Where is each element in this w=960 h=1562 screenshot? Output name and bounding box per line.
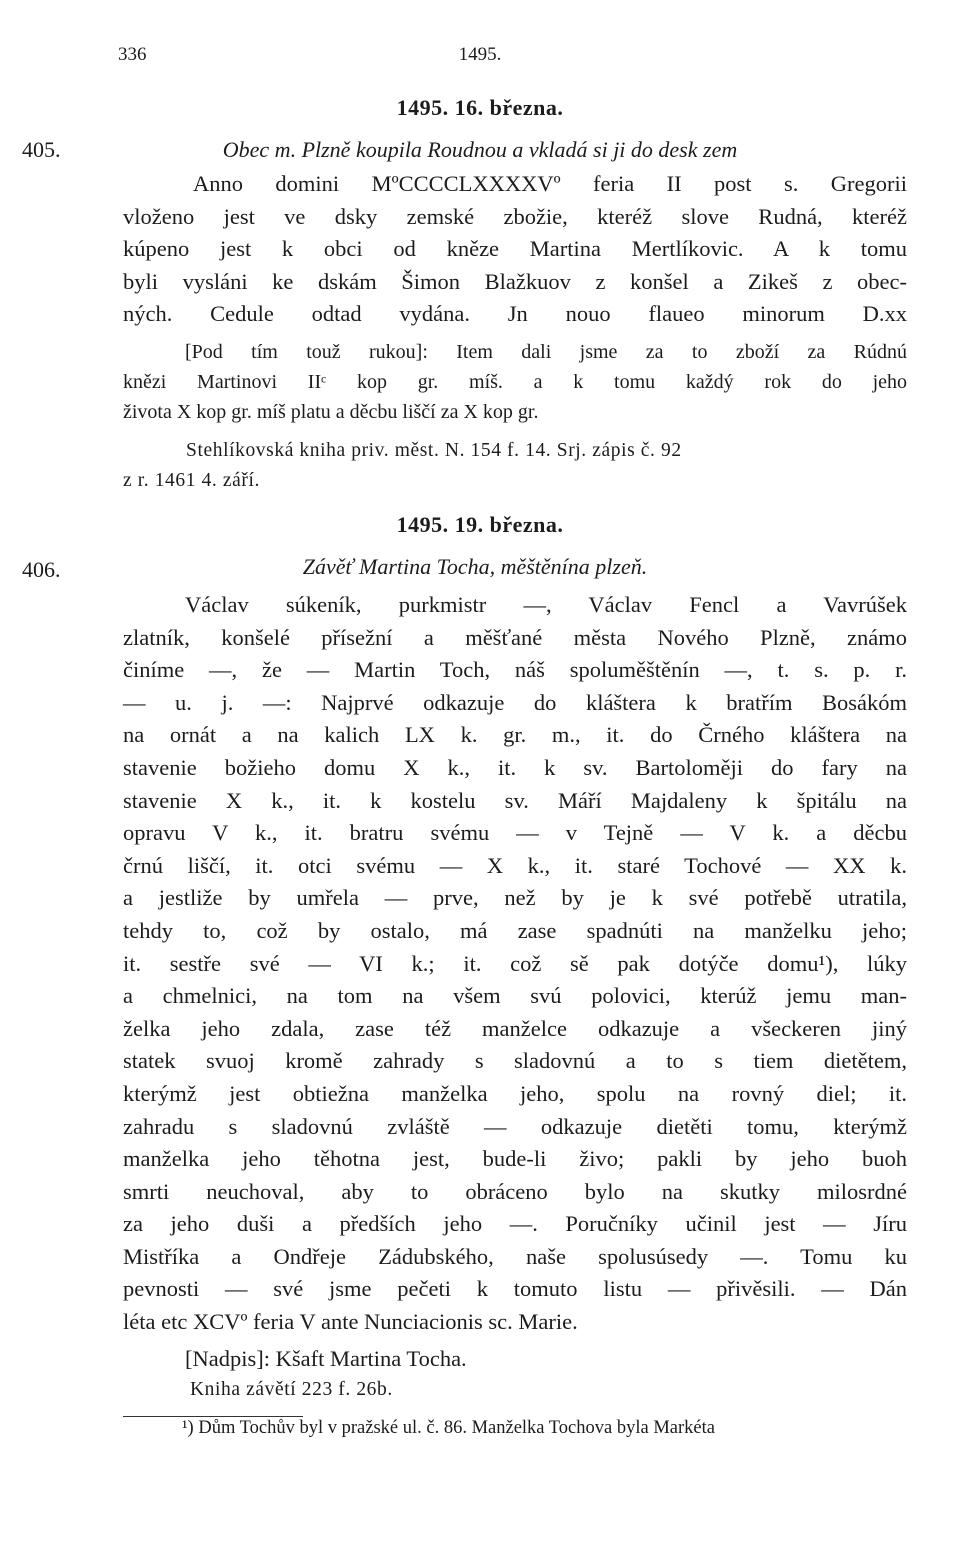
entry-406-nadpis xyxy=(123,1343,907,1376)
footnote: ¹) Dům Tochův byl v pražské ul. č. 86. Manželka Tochova byla Markéta xyxy=(182,1418,715,1438)
text-line: a jestliže by umřela — prve, než by je k své potřebě utratila, xyxy=(123,885,907,911)
note-line: knězi Martinovi IIᶜ kop gr. míš. a k tomu každý rok do jeho xyxy=(123,371,907,393)
entry-405-number: 405. xyxy=(22,137,61,162)
text-line: stavenie X k., it. k kostelu sv. Máří Majdaleny k špitálu na xyxy=(123,787,907,813)
text-line: — u. j. —: Najprvé odkazuje do kláštera k bratřím Bosákóm xyxy=(123,689,907,715)
running-head: 1495. xyxy=(458,44,502,65)
text-line: črnú liščí, it. otci svému — X k., it. staré Tochové — XX k. xyxy=(123,852,907,878)
text-line: kúpeno jest k obci od kněze Martina Mertlíkovic. A k tomu xyxy=(123,236,907,262)
entry-405-source-1: Stehlíkovská kniha priv. měst. N. 154 f. 14. Srj. zápis č. 92 xyxy=(186,440,682,461)
text-line: opravu V k., it. bratru svému — v Tejně — V k. a děcbu xyxy=(123,820,907,846)
text-line: Anno domini MºCCCCLXXXXVº feria II post s. Gregorii xyxy=(193,171,907,196)
entry-406-title: Závěť Martina Tocha, měštěnína plzeň. xyxy=(302,554,648,579)
text-line: byli vysláni ke dskám Šimon Blažkuov z konšel a Zikeš z obec- xyxy=(123,268,907,294)
entry-406-source: Kniha závětí 223 f. 26b. xyxy=(190,1379,393,1400)
text-line: činíme —, že — Martin Toch, náš spoluměštěnín —, t. s. p. r. xyxy=(123,657,907,683)
text-line: Mistříka a Ondřeje Zádubského, naše spolusúsedy —. Tomu ku xyxy=(123,1243,907,1269)
text-line: statek svuoj kromě zahrady s sladovnú a to s tiem dietětem, xyxy=(123,1048,907,1074)
nadpis-line: [Nadpis]: Kšaft Martina Tocha. xyxy=(185,1346,467,1371)
text-line: pevnosti — své jsme pečeti k tomuto listu — přivěsili. — Dán xyxy=(123,1276,907,1302)
text-line: želka jeho zdala, zase též manželce odkazuje a všeckeren jiný xyxy=(123,1015,907,1041)
text-line: stavenie božieho domu X k., it. k sv. Bartoloměji do fary na xyxy=(123,754,907,780)
text-line: manželka jeho těhotna jest, bude-li živo; pakli by jeho buoh xyxy=(123,1146,907,1172)
entry-406-number: 406. xyxy=(22,557,61,582)
entry-405-text xyxy=(123,168,907,331)
text-line: zlatník, konšelé přísežní a měšťané města Nového Plzně, známo xyxy=(123,624,907,650)
text-line: a chmelnici, na tom na všem svú polovici, kterúž jemu man- xyxy=(123,983,907,1009)
text-line: na ornát a na kalich LX k. gr. m., it. do Črného kláštera na xyxy=(123,722,907,748)
entry-405-date: 1495. 16. března. xyxy=(396,95,564,120)
text-line: vloženo jest ve dsky zemské zbožie, kteréž slove Rudná, kteréž xyxy=(123,203,907,229)
entry-406-text xyxy=(123,589,907,1339)
note-line: života X kop gr. míš platu a děcbu liščí za X kop gr. xyxy=(123,401,539,423)
footnote-rule xyxy=(123,1416,303,1417)
text-line: it. sestře své — VI k.; it. což sě pak dotýče domu¹), lúky xyxy=(123,950,907,976)
entry-405-source-2: z r. 1461 4. září. xyxy=(123,470,260,491)
entry-405-title: Obec m. Plzně koupila Roudnou a vkladá si ji do desk zem xyxy=(222,137,738,162)
text-line: ných. Cedule odtad vydána. Jn nouo flaueo minorum D.xx xyxy=(123,301,907,327)
text-line: zahradu s sladovnú zvláště — odkazuje dietěti tomu, kterýmž xyxy=(123,1113,907,1139)
entry-406-date: 1495. 19. března. xyxy=(396,512,564,537)
text-line: léta etc XCVº feria V ante Nunciacionis sc. Marie. xyxy=(123,1309,578,1335)
entry-405-note xyxy=(123,337,907,427)
text-line: Václav súkeník, purkmistr —, Václav Fencl a Vavrúšek xyxy=(185,592,907,617)
note-line: [Pod tím touž rukou]: Item dali jsme za to zboží za Rúdnú xyxy=(185,341,907,363)
text-line: tehdy to, což by ostalo, má zase spadnúti na manželku jeho; xyxy=(123,917,907,943)
page-number: 336 xyxy=(118,44,147,65)
text-line: kterýmž jest obtiežna manželka jeho, spolu na rovný diel; it. xyxy=(123,1080,907,1106)
text-line: za jeho duši a předších jeho —. Poručníky učinil jest — Jíru xyxy=(123,1211,907,1237)
text-line: smrti neuchoval, aby to obráceno bylo na skutky milosrdné xyxy=(123,1178,907,1204)
